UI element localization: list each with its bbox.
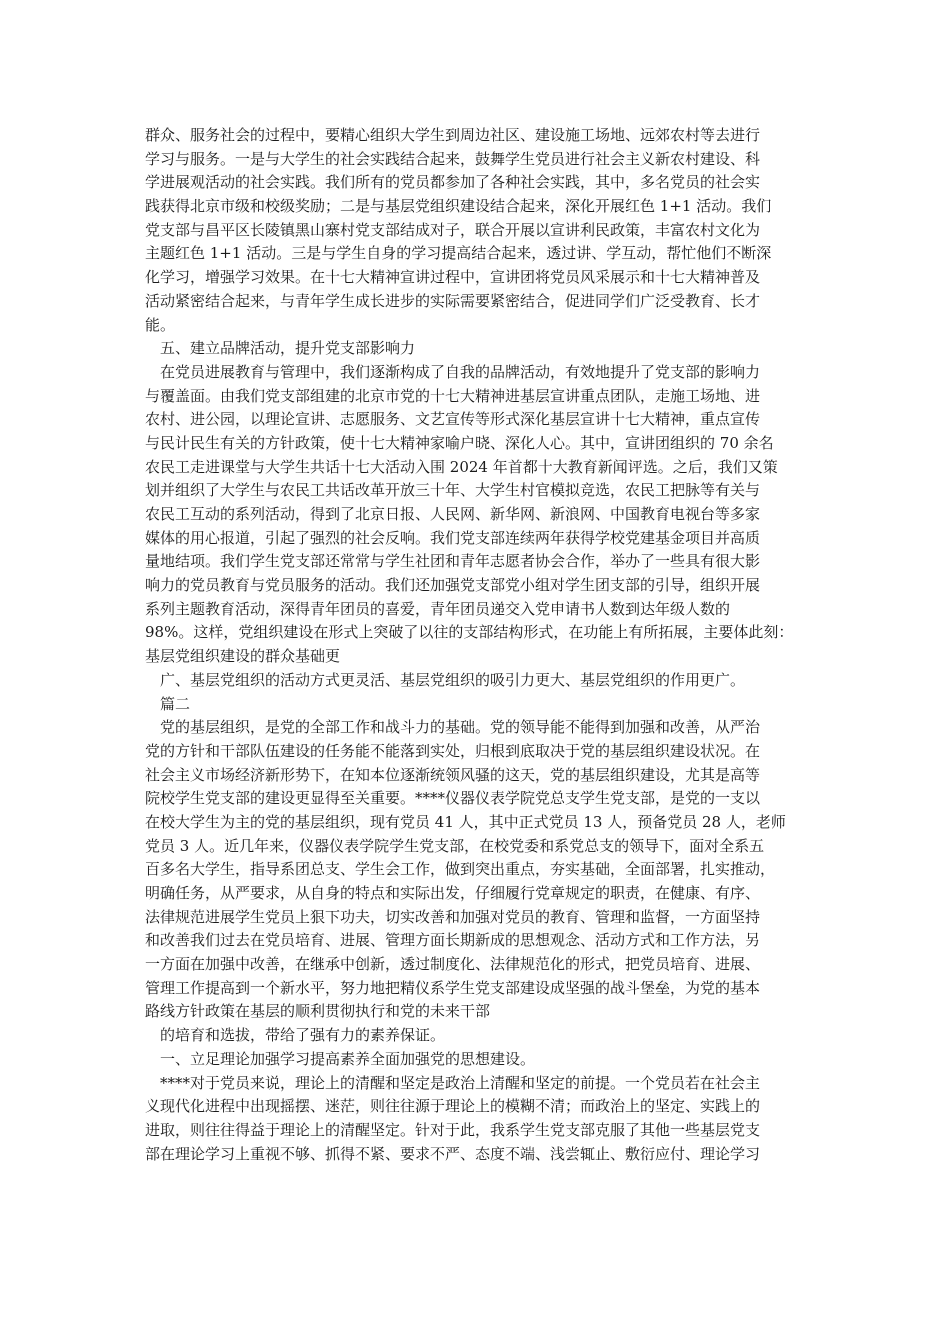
text-line: 活动紧密结合起来，与青年学生成长进步的实际需要紧密结合，促进同学们广泛受教育、长才 [145, 291, 761, 310]
text-line: 管理工作提高到一个新水平，努力地把精仪系学生党支部建设成坚强的战斗堡垒，为党的基本 [145, 978, 761, 997]
text-line: 党员 3 人。近几年来，仪器仪表学院学生党支部，在校党委和系党总支的领导下，面对全系五 [145, 836, 765, 855]
text-line: 农民工互动的系列活动，得到了北京日报、人民网、新华网、新浪网、中国教育电视台等多家 [145, 505, 761, 523]
text-line: 与覆盖面。由我们党支部组建的北京市党的十七大精神进基层宣讲重点团队，走施工场地、进 [145, 386, 761, 405]
text-line: 化学习，增强学习效果。在十七大精神宣讲过程中，宣讲团将党员风采展示和十七大精神普及 [145, 268, 761, 287]
text-line: 98%。这样，党组织建设在形式上突破了以往的支部结构形式，在功能上有所拓展，主要体此刻： [145, 623, 794, 642]
text-line: 学习与服务。一是与大学生的社会实践结合起来，鼓舞学生党员进行社会主义新农村建设、科 [145, 149, 761, 168]
text-line: 的培育和选拔，带给了强有力的素养保证。 [160, 1026, 446, 1045]
text-line: 学进展观活动的社会实践。我们所有的党员都参加了各种社会实践，其中，多名党员的社会实 [145, 173, 761, 192]
text-line: 义现代化进程中出现摇摆、迷茫，则往往源于理论上的模糊不清；而政治上的坚定、实践上的 [145, 1097, 761, 1116]
text-line: 在校大学生为主的党的基层组织，现有党员 41 人，其中正式党员 13 人，预备党员 28 人，老师 [145, 812, 786, 831]
text-line: 农村、进公园，以理论宣讲、志愿服务、文艺宣传等形式深化基层宣讲十七大精神，重点宣传 [145, 410, 761, 429]
text-line: 部在理论学习上重视不够、抓得不紧、要求不严、态度不端、浅尝辄止、敷衍应付、理论学习 [145, 1144, 761, 1163]
text-line: 党支部与昌平区长陵镇黑山寨村党支部结成对子，联合开展以宣讲利民政策，丰富农村文化为 [145, 220, 761, 239]
text-line: 党的方针和干部队伍建设的任务能不能落到实处，归根到底取决于党的基层组织建设状况。在 [145, 741, 761, 760]
paragraph-start: 在党员进展教育与管理中，我们逐渐构成了自我的品牌活动，有效地提升了党支部的影响力 [160, 362, 761, 381]
section-heading: 一、立足理论加强学习提高素养全面加强党的思想建设。 [160, 1049, 536, 1068]
text-line: 系列主题教育活动，深得青年团员的喜爱，青年团员递交入党申请书人数到达年级人数的 [145, 599, 731, 618]
text-line: 农民工走进课堂与大学生共话十七大活动入围 2024 年首都十大教育新闻评选。之后，我们又策 [145, 457, 778, 476]
text-line: 划并组织了大学生与农民工共话改革开放三十年、大学生村官模拟竞选，农民工把脉等有关与 [145, 481, 761, 500]
text-line: 院校学生党支部的建设更显得至关重要。****仪器仪表学院党总支学生党支部，是党的一支以 [145, 789, 761, 808]
text-line: 广、基层党组织的活动方式更灵活、基层党组织的吸引力更大、基层党组织的作用更广。 [160, 670, 746, 689]
text-line: 与民计民生有关的方针政策，使十七大精神家喻户晓、深化人心。其中，宣讲团组织的 70 余名 [145, 433, 774, 452]
section-heading: 篇二 [160, 694, 191, 713]
text-line: 和改善我们过去在党员培育、进展、管理方面长期新成的思想观念、活动方式和工作方法，另 [145, 931, 761, 950]
text-line: 能。 [145, 315, 176, 334]
text-line: 主题红色 1+1 活动。三是与学生自身的学习提高结合起来，透过讲、学互动，帮忙他们不断深 [145, 244, 772, 263]
text-line: 一方面在加强中改善，在继承中创新，透过制度化、法律规范化的形式，把党员培育、进展、 [145, 955, 761, 974]
text-line: 明确任务，从严要求，从自身的特点和实际出发，仔细履行党章规定的职责，在健康、有序、 [145, 884, 761, 902]
text-line: 社会主义市场经济新形势下，在知本位逐渐统领风骚的这天，党的基层组织建设，尤其是高等 [145, 765, 761, 784]
text-line: 进取，则往往得益于理论上的清醒坚定。针对于此，我系学生党支部克服了其他一些基层党支 [145, 1120, 761, 1139]
body-text [145, 124, 815, 1166]
paragraph-start: 党的基层组织，是党的全部工作和战斗力的基础。党的领导能不能得到加强和改善，从严治 [160, 718, 761, 737]
text-line: 量地结项。我们学生党支部还常常与学生社团和青年志愿者协会合作，举办了一些具有很大影 [145, 552, 761, 571]
text-line: 践获得北京市级和校级奖励；二是与基层党组织建设结合起来，深化开展红色 1+1 活动。我们 [145, 197, 772, 216]
text-line: 媒体的用心报道，引起了强烈的社会反响。我们党支部连续两年获得学校党建基金项目并高质 [145, 528, 761, 547]
text-line: 法律规范进展学生党员上狠下功夫，切实改善和加强对党员的教育、管理和监督，一方面坚持 [145, 907, 761, 926]
text-line: 群众、服务社会的过程中，要精心组织大学生到周边社区、建设施工场地、远郊农村等去进行 [145, 126, 761, 144]
section-heading: 五、建立品牌活动，提升党支部影响力 [160, 339, 416, 358]
text-line: 路线方针政策在基层的顺利贯彻执行和党的未来干部 [145, 1002, 491, 1021]
paragraph-start: ****对于党员来说，理论上的清醒和坚定是政治上清醒和坚定的前提。一个党员若在社会主 [160, 1073, 761, 1092]
text-line: 百多名大学生，指导系团总支、学生会工作，做到突出重点，夯实基础，全面部署，扎实推动， [145, 860, 776, 879]
text-line: 基层党组织建设的群众基础更 [145, 647, 341, 666]
text-line: 响力的党员教育与党员服务的活动。我们还加强党支部党小组对学生团支部的引导，组织开展 [145, 576, 761, 595]
